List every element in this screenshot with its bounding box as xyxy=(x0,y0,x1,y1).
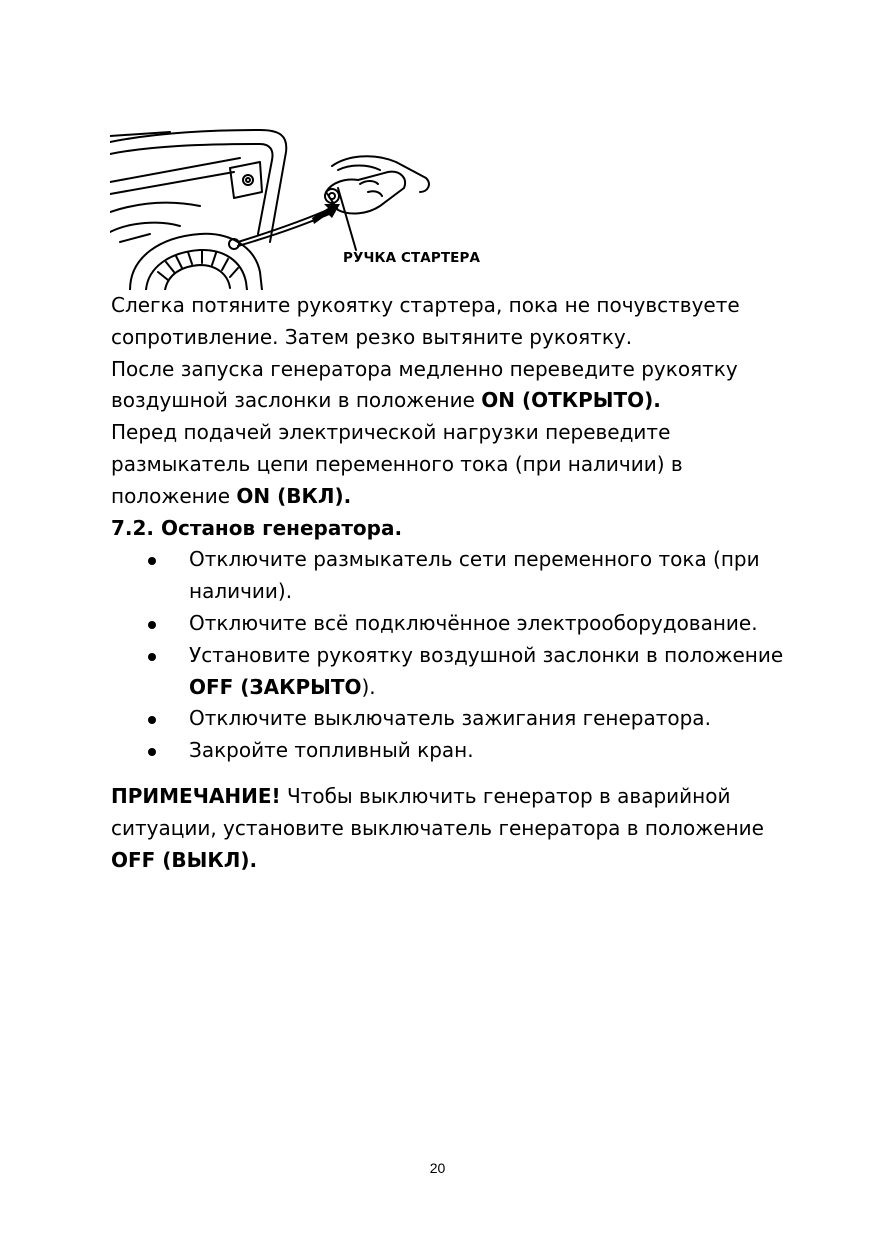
bullet-icon xyxy=(148,653,156,661)
bold-term: OFF (ВЫКЛ). xyxy=(111,847,258,872)
note-paragraph: ПРИМЕЧАНИЕ! Чтобы выключить генератор в аварийной ситуации, установите выключатель генератора в положение OFF (ВЫКЛ). xyxy=(111,783,764,872)
paragraph: Слегка потяните рукоятку стартера, пока не почувствуете сопротивление. Затем резко вытяните рукоятку. xyxy=(111,293,740,349)
paragraph: Перед подачей электрической нагрузки переведите размыкатель цепи переменного тока (при наличии) в положение ON (ВКЛ). xyxy=(111,420,683,508)
bold-term: ON (ОТКРЫТО). xyxy=(481,388,661,413)
page-content xyxy=(111,290,791,876)
figure-label: РУЧКА СТАРТЕРА xyxy=(343,250,481,266)
bullet-icon xyxy=(148,716,156,724)
list-item: Отключите размыкатель сети переменного тока (при наличии). xyxy=(111,544,791,608)
bullet-icon xyxy=(148,748,156,756)
bullet-icon xyxy=(148,621,156,629)
page-number: 20 xyxy=(429,1160,446,1176)
paragraph: После запуска генератора медленно переведите рукоятку воздушной заслонки в положение ON (ОТКРЫТО). xyxy=(111,356,738,413)
list-item: Отключите всё подключённое электрооборудование. xyxy=(111,608,791,640)
bullet-list xyxy=(111,544,791,767)
section-heading: 7.2. Останов генератора. xyxy=(111,515,403,540)
bold-term: OFF (ЗАКРЫТО xyxy=(189,674,362,699)
list-item: Отключите выключатель зажигания генератора. xyxy=(111,703,791,735)
list-item: Закройте топливный кран. xyxy=(111,735,791,767)
note-label: ПРИМЕЧАНИЕ! xyxy=(111,783,281,808)
list-item: Установите рукоятку воздушной заслонки в положение OFF (ЗАКРЫТО). xyxy=(111,640,791,704)
bullet-icon xyxy=(148,557,156,565)
bold-term: ON (ВКЛ). xyxy=(236,483,352,508)
